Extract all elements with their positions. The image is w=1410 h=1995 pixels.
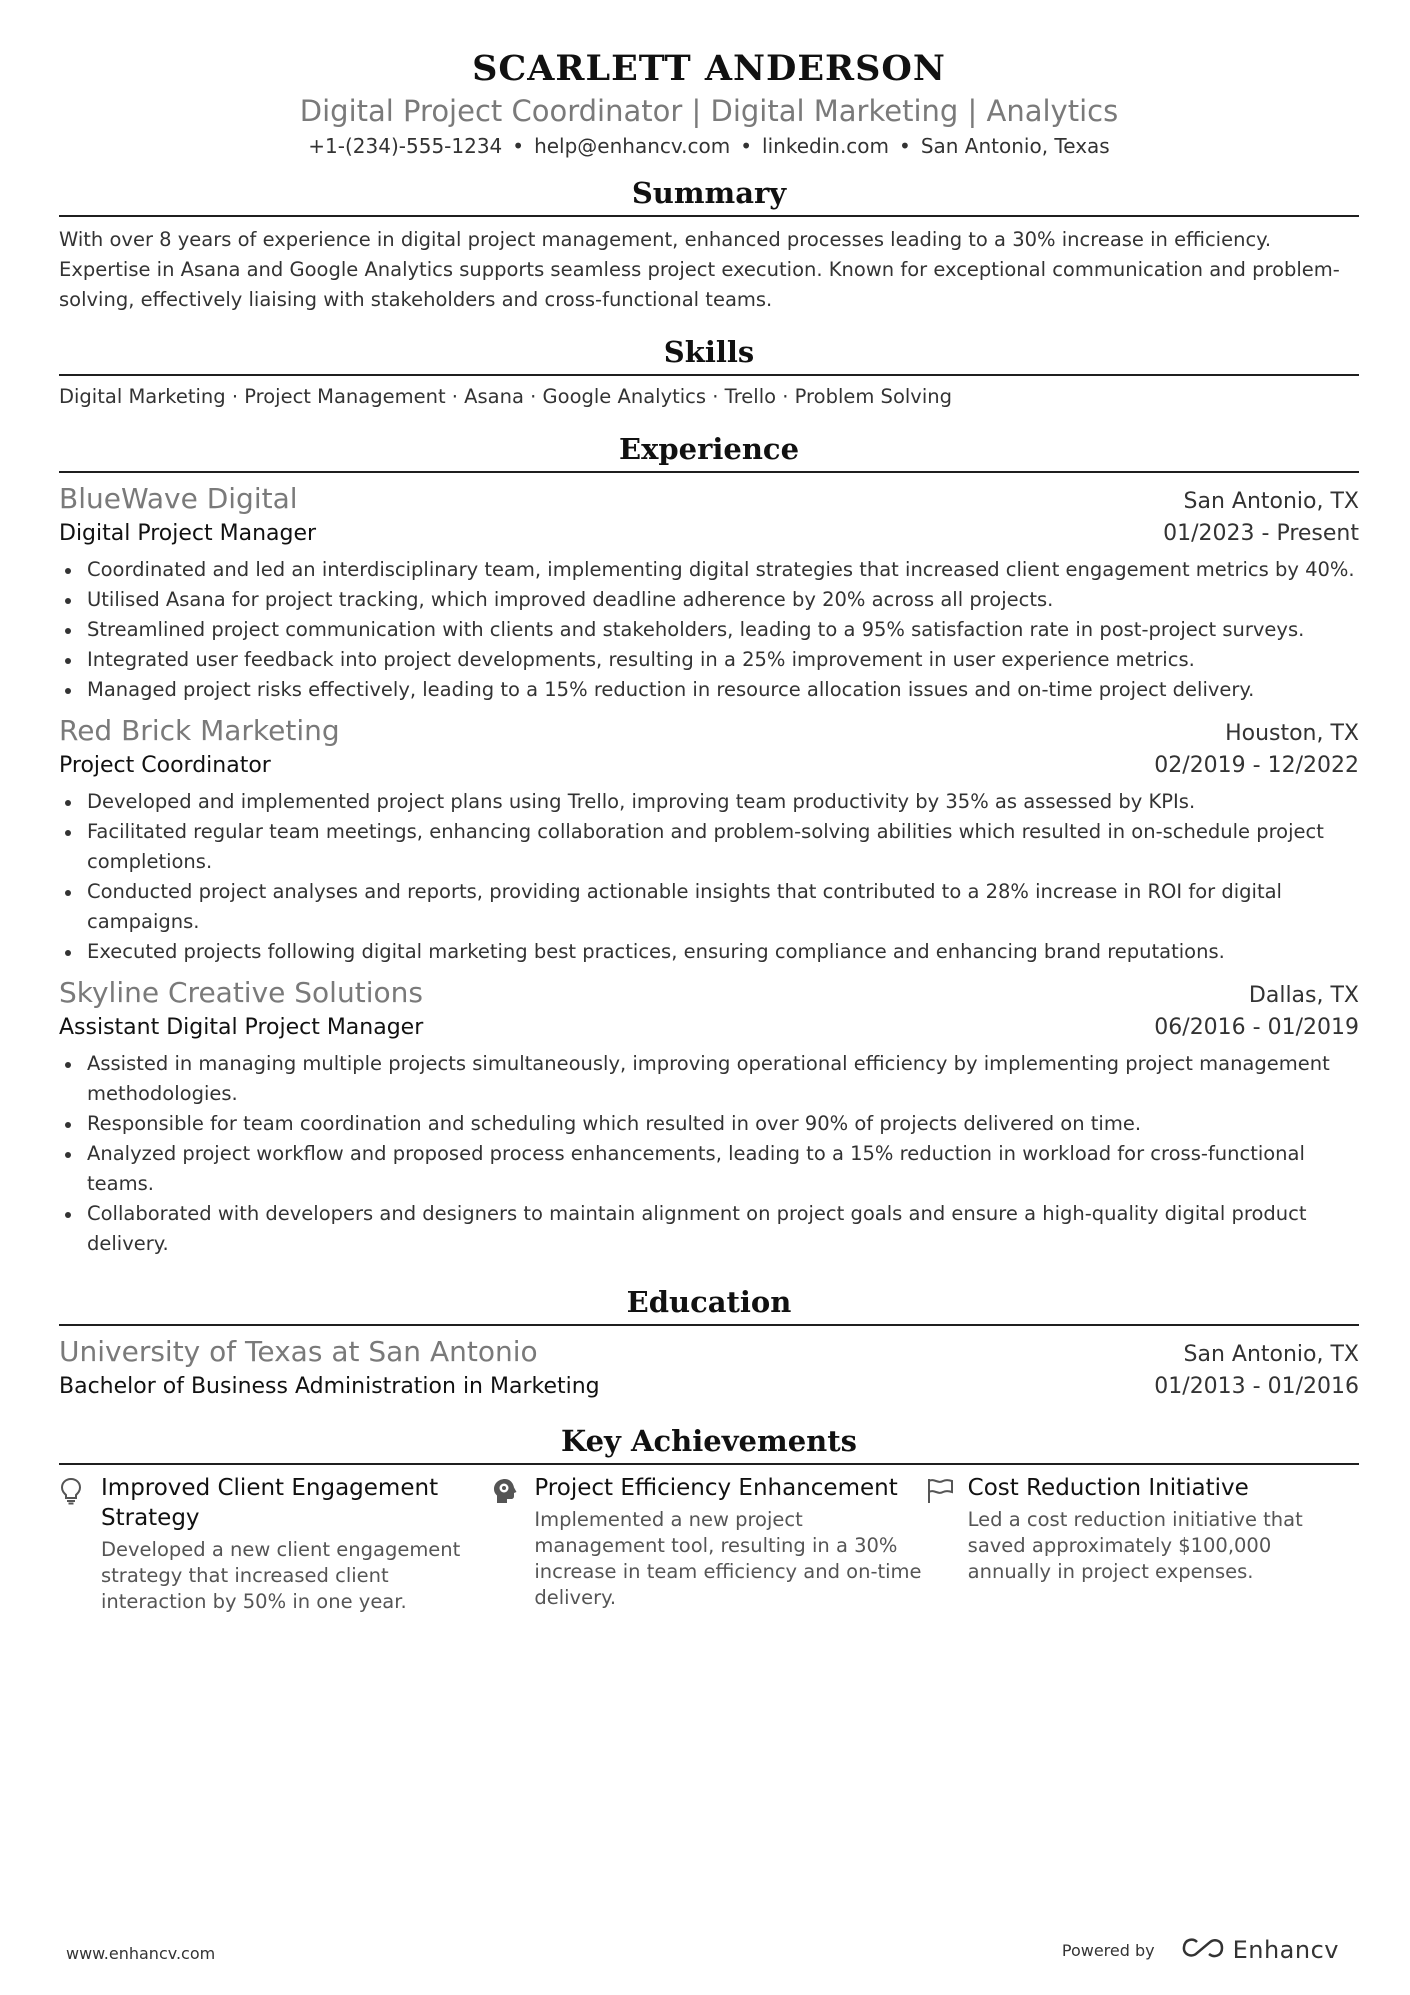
section-title: Experience <box>618 432 800 466</box>
bullet-item: Collaborated with developers and designers to maintain alignment on project goals and ensure a high-quality digital product delivery. <box>59 1199 1359 1259</box>
achievement-title: Improved Client Engagement Strategy <box>101 1475 439 1531</box>
experience-section <box>59 430 1359 1259</box>
achievement-description: Developed a new client engagement strategy that increased client interaction by 50% in one year. <box>101 1538 461 1613</box>
section-divider <box>59 374 1359 376</box>
bullet-item: Managed project risks effectively, leading to a 15% reduction in resource allocation issues and on-time project delivery. <box>59 675 1359 705</box>
bullet-item: Integrated user feedback into project developments, resulting in a 25% improvement in user experience metrics. <box>59 645 1359 675</box>
separator-dot: • <box>899 134 911 158</box>
job-dates: 01/2023 - Present <box>1163 521 1359 546</box>
separator-dot: • <box>740 134 753 158</box>
job-dates: 06/2016 - 01/2019 <box>1154 1015 1359 1040</box>
headline: Digital Project Coordinator | Digital Marketing | Analytics <box>299 94 1119 128</box>
resume-content <box>59 48 1359 1615</box>
section-divider <box>59 1463 1359 1465</box>
footer-url[interactable]: www.enhancv.com <box>66 1944 216 1963</box>
experience-entry <box>59 713 1359 967</box>
bullet-item: Conducted project analyses and reports, providing actionable insights that contributed to a 28% increase in ROI for digital campaigns. <box>59 877 1359 937</box>
achievement-item <box>926 1473 1359 1615</box>
achievement-item <box>59 1473 492 1615</box>
enhancv-logo-icon <box>1181 1936 1225 1964</box>
skills-list: Digital Marketing · Project Management · Asana · Google Analytics · Trello · Problem Solving <box>59 385 952 408</box>
email[interactable]: help@enhancv.com <box>534 134 731 158</box>
bullet-item: Facilitated regular team meetings, enhancing collaboration and problem-solving abilities which resulted in on-schedule project completions. <box>59 817 1359 877</box>
achievements-grid <box>59 1473 1359 1615</box>
footer <box>0 1932 1410 1972</box>
achievement-description: Implemented a new project management tool, resulting in a 30% increase in team efficiency and on-time delivery. <box>534 1508 922 1609</box>
education-section <box>59 1283 1359 1404</box>
lightbulb-icon <box>59 1473 101 1615</box>
separator-dot: • <box>512 134 525 158</box>
contact-line <box>59 132 1359 160</box>
education-dates: 01/2013 - 01/2016 <box>1154 1374 1359 1399</box>
job-bullets <box>59 787 1359 967</box>
bullet-item: Streamlined project communication with clients and stakeholders, leading to a 95% satisfaction rate in post-project surveys. <box>59 615 1359 645</box>
achievements-section <box>59 1422 1359 1615</box>
experience-entry <box>59 975 1359 1259</box>
head-gear-icon <box>492 1473 534 1615</box>
job-title: Assistant Digital Project Manager <box>59 1015 424 1040</box>
job-title: Project Coordinator <box>59 753 271 778</box>
experience-entry <box>59 481 1359 705</box>
section-title: Key Achievements <box>561 1424 857 1458</box>
job-bullets <box>59 1049 1359 1259</box>
bullet-item: Executed projects following digital marketing best practices, ensuring compliance and enhancing brand reputations. <box>59 937 1359 967</box>
bullet-item: Utilised Asana for project tracking, which improved deadline adherence by 20% across all projects. <box>59 585 1359 615</box>
school-name: University of Texas at San Antonio <box>59 1335 538 1368</box>
bullet-item: Assisted in managing multiple projects simultaneously, improving operational efficiency by implementing project management methodologies. <box>59 1049 1359 1109</box>
section-divider <box>59 215 1359 217</box>
company-name: BlueWave Digital <box>59 482 298 515</box>
section-title: Summary <box>631 176 787 210</box>
bullet-item: Developed and implemented project plans using Trello, improving team productivity by 35% as assessed by KPIs. <box>59 787 1359 817</box>
achievement-description: Led a cost reduction initiative that saved approximately $100,000 annually in project expenses. <box>967 1508 1303 1583</box>
summary-section <box>59 174 1359 315</box>
job-location: Houston, TX <box>1225 721 1359 746</box>
candidate-name: SCARLETT ANDERSON <box>472 48 946 89</box>
summary-text: With over 8 years of experience in digital project management, enhanced processes leading to a 30% increase in efficiency. Expertise in Asana and Google Analytics supports seamless project execution. Known for exceptional communication and problem-solving, effectively liaising with stakeholders and cross-functional teams. <box>59 228 1340 311</box>
section-divider <box>59 471 1359 473</box>
location: San Antonio, Texas <box>920 134 1110 158</box>
company-name: Red Brick Marketing <box>59 714 340 747</box>
company-name: Skyline Creative Solutions <box>59 976 423 1009</box>
bullet-item: Coordinated and led an interdisciplinary team, implementing digital strategies that increased client engagement metrics by 40%. <box>59 555 1359 585</box>
section-divider <box>59 1324 1359 1326</box>
degree: Bachelor of Business Administration in Marketing <box>59 1374 600 1399</box>
job-dates: 02/2019 - 12/2022 <box>1154 753 1359 778</box>
section-title: Education <box>626 1285 792 1319</box>
education-entry <box>59 1334 1359 1404</box>
achievement-title: Cost Reduction Initiative <box>967 1475 1249 1501</box>
job-location: San Antonio, TX <box>1183 489 1359 514</box>
phone[interactable]: +1-(234)-555-1234 <box>308 134 503 158</box>
job-location: Dallas, TX <box>1248 983 1359 1008</box>
achievement-title: Project Efficiency Enhancement <box>534 1475 898 1501</box>
section-title: Skills <box>663 335 755 369</box>
flag-icon <box>926 1473 968 1615</box>
header <box>59 48 1359 160</box>
skills-section <box>59 333 1359 412</box>
school-location: San Antonio, TX <box>1183 1342 1359 1367</box>
linkedin-link[interactable]: linkedin.com <box>762 134 890 158</box>
powered-by-label: Powered by <box>1061 1940 1155 1960</box>
bullet-item: Responsible for team coordination and scheduling which resulted in over 90% of projects delivered on time. <box>59 1109 1359 1139</box>
footer-branding <box>1062 1936 1339 1964</box>
bullet-item: Analyzed project workflow and proposed process enhancements, leading to a 15% reduction in workload for cross-functional teams. <box>59 1139 1359 1199</box>
brand-name: Enhancv <box>1232 1936 1339 1964</box>
job-title: Digital Project Manager <box>59 521 317 546</box>
job-bullets <box>59 555 1359 705</box>
achievement-item <box>492 1473 925 1615</box>
